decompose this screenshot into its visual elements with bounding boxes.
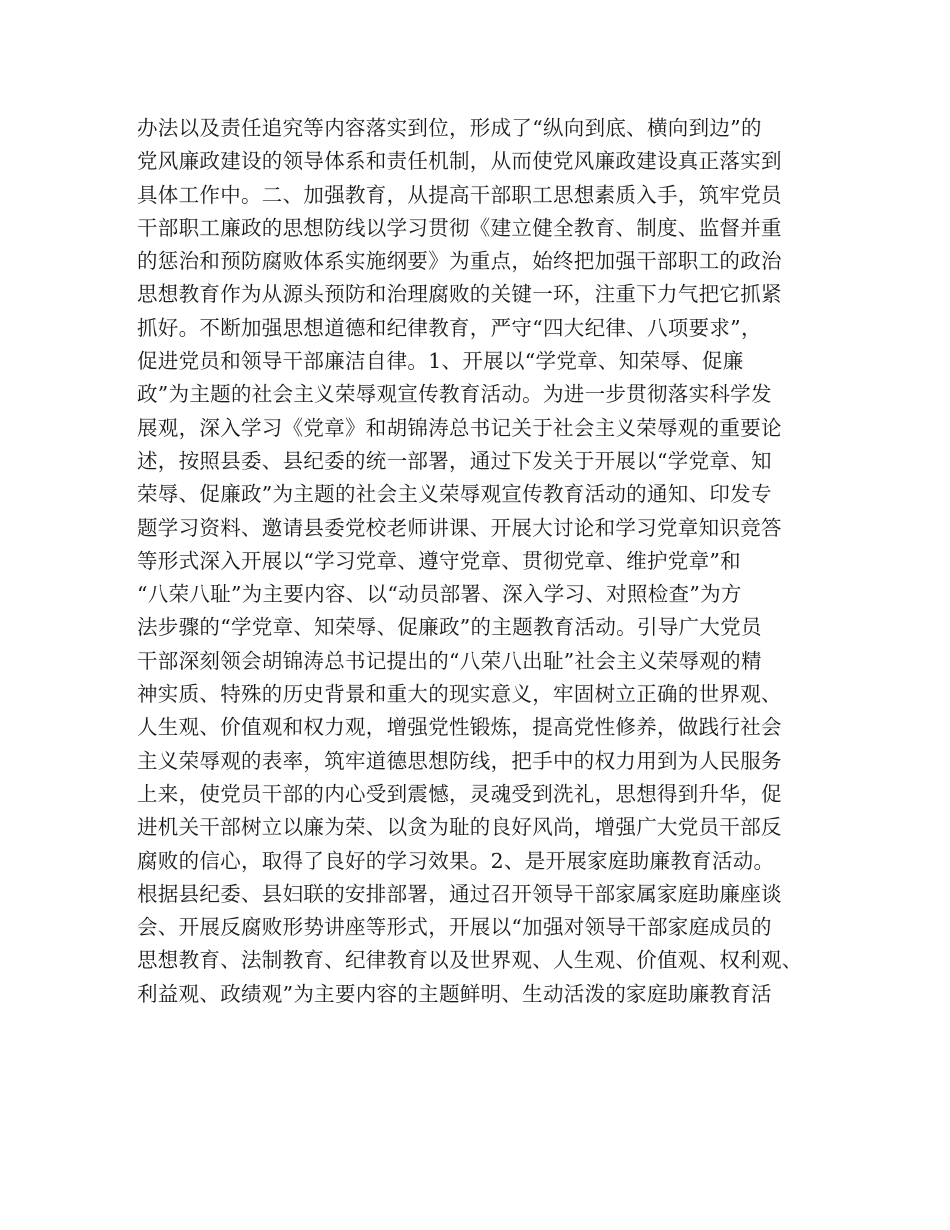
text-line: 腐败的信心，取得了良好的学习效果。2、是开展家庭助廉教育活动。 (137, 848, 775, 873)
text-line: 具体工作中。二、加强教育，从提高干部职工思想素质入手，筑牢党员 (137, 182, 782, 207)
text-line: 进机关干部树立以廉为荣、以贪为耻的良好风尚，增强广大党员干部反 (137, 815, 782, 840)
text-line: 等形式深入开展以“学习党章、遵守党章、贯彻党章、维护党章”和 (137, 548, 741, 573)
text-line: 促进党员和领导干部廉洁自律。1、开展以“学党章、知荣辱、促廉 (137, 349, 744, 374)
text-line: 神实质、特殊的历史背景和重大的现实意义，牢固树立正确的世界观、 (137, 682, 782, 707)
text-line: 人生观、价值观和权力观，增强党性锻炼，提高党性修养，做践行社会 (137, 715, 782, 740)
text-line: 政”为主题的社会主义荣辱观宣传教育活动。为进一步贯彻落实科学发 (137, 382, 772, 407)
text-line: 思想教育作为从源头预防和治理腐败的关键一环，注重下力气把它抓紧 (137, 282, 782, 307)
text-line: 干部职工廉政的思想防线以学习贯彻《建立健全教育、制度、监督并重 (137, 215, 782, 240)
text-line: 法步骤的“学党章、知荣辱、促廉政”的主题教育活动。引导广大党员 (137, 615, 762, 640)
text-line: 上来，使党员干部的内心受到震憾，灵魂受到洗礼，思想得到升华，促 (137, 781, 782, 806)
text-line: 思想教育、法制教育、纪律教育以及世界观、人生观、价值观、权利观、 (137, 948, 803, 973)
text-line: 根据县纪委、县妇联的安排部署，通过召开领导干部家属家庭助廉座谈 (137, 881, 782, 906)
text-line: 抓好。不断加强思想道德和纪律教育，严守“四大纪律、八项要求”， (137, 315, 762, 340)
text-line: 干部深刻领会胡锦涛总书记提出的“八荣八出耻”社会主义荣辱观的精 (137, 648, 762, 673)
text-line: 题学习资料、邀请县委党校老师讲课、开展大讨论和学习党章知识竞答 (137, 515, 782, 540)
body-text (137, 112, 837, 1011)
text-line: 党风廉政建设的领导体系和责任机制，从而使党风廉政建设真正落实到 (137, 149, 782, 174)
text-line: 的惩治和预防腐败体系实施纲要》为重点，始终把加强干部职工的政治 (137, 249, 782, 274)
text-line: 会、开展反腐败形势讲座等形式，开展以“加强对领导干部家庭成员的 (137, 915, 772, 940)
text-line: 利益观、政绩观”为主要内容的主题鲜明、生动活泼的家庭助廉教育活 (137, 981, 772, 1006)
text-line: “八荣八耻”为主要内容、以“动员部署、深入学习、对照检查”为方 (137, 582, 742, 607)
text-line: 办法以及责任追究等内容落实到位，形成了“纵向到底、横向到边”的 (137, 116, 762, 140)
text-line: 述，按照县委、县纪委的统一部署，通过下发关于开展以“学党章、知 (137, 448, 772, 473)
text-line: 主义荣辱观的表率，筑牢道德思想防线，把手中的权力用到为人民服务 (137, 748, 782, 773)
text-line: 展观，深入学习《党章》和胡锦涛总书记关于社会主义荣辱观的重要论 (137, 415, 782, 440)
text-line: 荣辱、促廉政”为主题的社会主义荣辱观宣传教育活动的通知、印发专 (137, 482, 772, 507)
